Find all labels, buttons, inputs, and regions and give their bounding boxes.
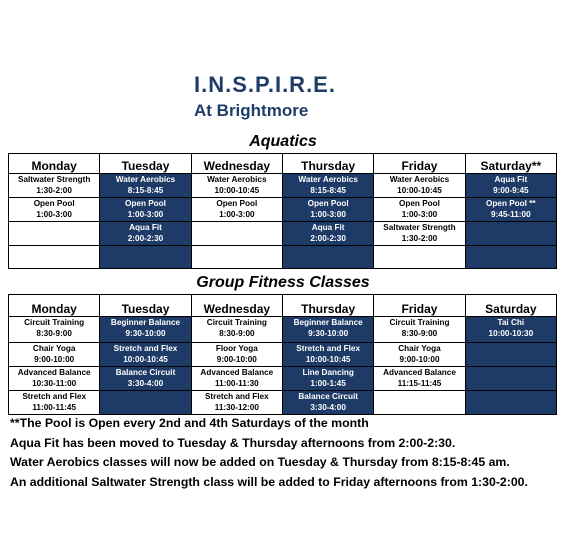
class-time: 2:00-2:30 xyxy=(127,234,164,243)
class-name: Water Aerobics xyxy=(389,175,450,184)
class-cell xyxy=(282,174,373,198)
class-cell xyxy=(100,198,191,222)
class-cell xyxy=(282,246,373,269)
day-header-row xyxy=(9,295,557,317)
note-line: Water Aerobics classes will now be added on Tuesday & Thursday from 8:15-8:45 am. xyxy=(10,455,510,469)
class-cell xyxy=(191,174,282,198)
note-line: Aqua Fit has been moved to Tuesday & Thursday afternoons from 2:00-2:30. xyxy=(10,435,456,450)
class-time: 11:15-11:45 xyxy=(397,379,442,388)
day-header: Tuesday xyxy=(100,295,191,317)
schedule-row xyxy=(9,198,557,222)
class-time: 8:30-9:00 xyxy=(36,329,72,338)
class-cell xyxy=(100,343,191,367)
class-time: 1:00-3:00 xyxy=(127,210,164,219)
class-name: Aqua Fit xyxy=(494,175,528,184)
class-cell xyxy=(9,246,100,269)
class-name: Aqua Fit xyxy=(129,223,162,232)
class-cell xyxy=(282,317,373,343)
class-time: 1:00-3:00 xyxy=(310,210,346,219)
class-cell xyxy=(374,317,465,343)
class-time: 10:00-10:45 xyxy=(123,355,168,364)
class-name: Circuit Training xyxy=(206,318,267,327)
class-name: Water Aerobics xyxy=(298,175,358,184)
day-header: Thursday xyxy=(282,154,373,174)
class-name: Advanced Balance xyxy=(17,368,91,377)
class-time: 1:30-2:00 xyxy=(36,186,72,195)
schedule-row xyxy=(9,174,557,198)
schedule-row xyxy=(9,343,557,367)
class-time: 8:30-9:00 xyxy=(401,329,438,338)
class-cell xyxy=(374,367,465,391)
aquatics-schedule-table xyxy=(8,153,557,269)
class-cell xyxy=(465,317,556,343)
day-header: Monday xyxy=(9,154,100,174)
schedule-row xyxy=(9,317,557,343)
class-name: Tai Chi xyxy=(497,318,525,327)
notes xyxy=(10,416,528,494)
class-time: 11:00-11:30 xyxy=(214,379,259,388)
class-time: 10:00-10:45 xyxy=(214,186,260,195)
class-cell xyxy=(100,246,191,269)
class-name: Beginner Balance xyxy=(293,318,363,327)
class-name: Saltwater Strength xyxy=(383,223,456,232)
class-name: Line Dancing xyxy=(302,368,354,377)
day-header: Saturday** xyxy=(465,154,556,174)
class-time: 8:15-8:45 xyxy=(310,186,346,195)
class-name: Open Pool xyxy=(216,199,258,208)
class-name: Circuit Training xyxy=(389,318,450,327)
class-cell xyxy=(9,198,100,222)
schedule-row xyxy=(9,391,557,415)
class-name: Chair Yoga xyxy=(32,344,76,353)
page-subtitle: At Brightmore xyxy=(194,101,309,120)
class-cell xyxy=(191,343,282,367)
day-header-row xyxy=(9,154,557,174)
class-time: 1:00-1:45 xyxy=(310,379,346,388)
schedule-row xyxy=(9,367,557,391)
class-name: Open Pool xyxy=(125,199,166,208)
class-name: Advanced Balance xyxy=(383,368,456,377)
day-header: Friday xyxy=(374,154,465,174)
class-time: 9:30-10:00 xyxy=(125,329,166,338)
day-header: Wednesday xyxy=(191,154,282,174)
class-time: 9:00-10:00 xyxy=(216,355,257,364)
fitness-heading: Group Fitness Classes xyxy=(196,274,370,291)
class-cell xyxy=(100,391,191,415)
class-time: 3:30-4:00 xyxy=(310,403,346,412)
class-name: Stretch and Flex xyxy=(113,344,178,353)
class-cell xyxy=(191,198,282,222)
fitness-schedule-table xyxy=(8,294,557,415)
class-cell xyxy=(374,246,465,269)
schedule-row xyxy=(9,246,557,269)
class-time: 10:00-10:45 xyxy=(305,355,351,364)
class-time: 10:00-10:30 xyxy=(488,329,534,338)
class-time: 11:00-11:45 xyxy=(32,403,77,412)
class-cell xyxy=(100,222,191,246)
day-header: Monday xyxy=(9,295,100,317)
class-name: Open Pool ** xyxy=(486,199,536,208)
class-name: Chair Yoga xyxy=(398,344,441,353)
note-line: An additional Saltwater Strength class will be added to Friday afternoons from 1:30-2:00. xyxy=(10,474,528,489)
class-time: 1:00-3:00 xyxy=(401,210,438,219)
class-cell xyxy=(374,174,465,198)
class-cell xyxy=(9,367,100,391)
class-time: 1:00-3:00 xyxy=(36,210,72,219)
class-time: 3:30-4:00 xyxy=(127,379,164,388)
class-time: 9:00-9:45 xyxy=(493,186,529,195)
class-cell xyxy=(282,367,373,391)
class-time: 10:30-11:00 xyxy=(32,379,77,388)
class-cell xyxy=(465,222,556,246)
class-cell xyxy=(465,367,556,391)
class-cell xyxy=(374,198,465,222)
class-time: 11:30-12:00 xyxy=(214,403,259,412)
class-time: 1:00-3:00 xyxy=(219,210,255,219)
class-name: Aqua Fit xyxy=(311,223,345,232)
class-name: Advanced Balance xyxy=(200,368,274,377)
day-header: Thursday xyxy=(282,295,373,317)
class-cell xyxy=(9,391,100,415)
day-header: Tuesday xyxy=(100,154,191,174)
class-cell xyxy=(9,317,100,343)
class-cell xyxy=(9,343,100,367)
class-cell xyxy=(465,391,556,415)
class-time: 9:45-11:00 xyxy=(491,210,531,219)
aquatics-heading: Aquatics xyxy=(249,133,317,150)
class-cell xyxy=(191,246,282,269)
class-name: Open Pool xyxy=(33,199,75,208)
class-time: 9:00-10:00 xyxy=(34,355,75,364)
class-name: Balance Circuit xyxy=(115,368,176,377)
class-name: Beginner Balance xyxy=(110,318,181,327)
class-name: Circuit Training xyxy=(24,318,85,327)
class-name: Saltwater Strength xyxy=(17,175,91,184)
class-cell xyxy=(282,391,373,415)
day-header: Wednesday xyxy=(191,295,282,317)
class-cell xyxy=(9,174,100,198)
class-name: Water Aerobics xyxy=(207,175,267,184)
class-time: 1:30-2:00 xyxy=(401,234,438,243)
class-name: Water Aerobics xyxy=(115,175,176,184)
class-name: Stretch and Flex xyxy=(296,344,360,353)
class-time: 9:00-10:00 xyxy=(399,355,440,364)
note-line: **The Pool is Open every 2nd and 4th Saturdays of the month xyxy=(10,416,369,430)
class-cell xyxy=(465,174,556,198)
class-cell xyxy=(374,343,465,367)
class-name: Stretch and Flex xyxy=(22,392,87,401)
class-cell xyxy=(191,367,282,391)
class-name: Balance Circuit xyxy=(298,392,358,401)
class-cell xyxy=(282,343,373,367)
schedule-row xyxy=(9,222,557,246)
day-header: Friday xyxy=(374,295,465,317)
class-name: Stretch and Flex xyxy=(204,392,269,401)
class-time: 2:00-2:30 xyxy=(310,234,346,243)
class-cell xyxy=(374,391,465,415)
class-time: 8:15-8:45 xyxy=(127,186,164,195)
class-cell xyxy=(282,198,373,222)
class-time: 8:30-9:00 xyxy=(219,329,255,338)
day-header: Saturday xyxy=(465,295,556,317)
class-cell xyxy=(191,391,282,415)
class-cell xyxy=(465,246,556,269)
class-cell xyxy=(465,198,556,222)
class-cell xyxy=(374,222,465,246)
class-time: 9:30-10:00 xyxy=(308,329,349,338)
class-time: 10:00-10:45 xyxy=(397,186,442,195)
class-cell xyxy=(282,222,373,246)
class-cell xyxy=(191,317,282,343)
class-name: Open Pool xyxy=(307,199,349,208)
class-cell xyxy=(465,343,556,367)
class-cell xyxy=(100,367,191,391)
class-cell xyxy=(9,222,100,246)
class-cell xyxy=(100,174,191,198)
page-title: I.N.S.P.I.R.E. xyxy=(194,72,336,97)
class-cell xyxy=(191,222,282,246)
class-name: Floor Yoga xyxy=(215,344,258,353)
class-name: Open Pool xyxy=(399,199,440,208)
class-cell xyxy=(100,317,191,343)
